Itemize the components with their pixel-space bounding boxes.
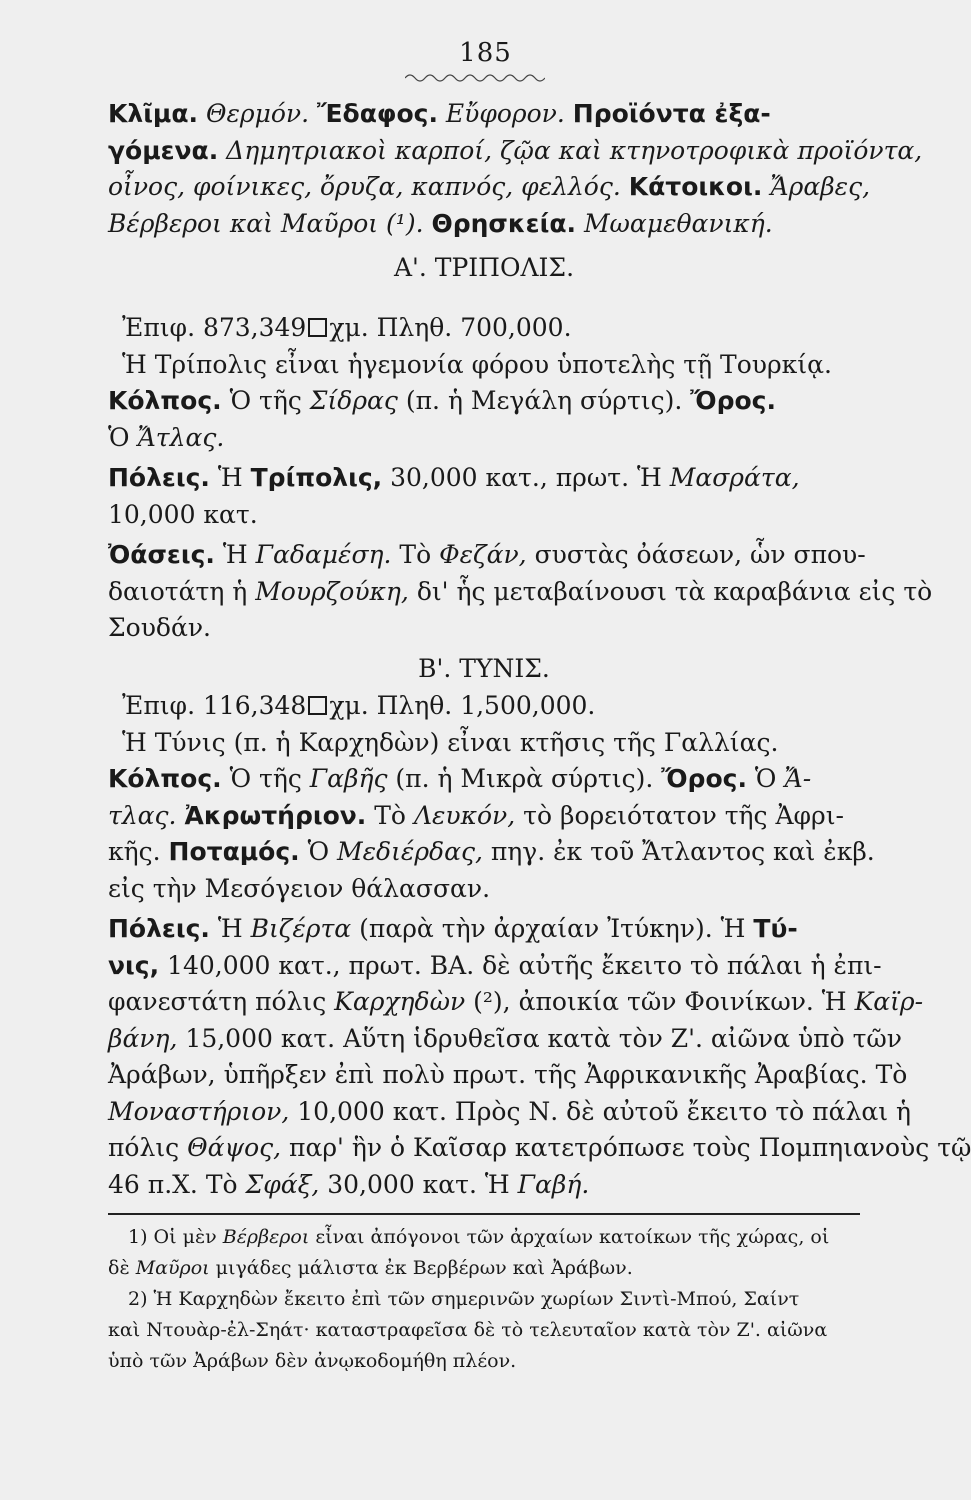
tripolis-status: Ἡ Τρίπολις εἶναι ἡγεμονία φόρου ὑποτελὴς τῇ Τουρκίᾳ. (122, 349, 832, 379)
place-name: Μεδιέρδας, (337, 837, 483, 866)
label-poleis: Πόλεις. (108, 914, 210, 943)
place-name: Γαβῆς (309, 764, 388, 793)
label-oaseis: Ὀάσεις. (108, 540, 215, 569)
text: δι' ἧς μεταβαίνουσι τὰ καραβάνια εἰς τὸ (416, 576, 933, 606)
place-name: Σφάξ, (245, 1169, 320, 1199)
place-name: Μουρζούκη, (255, 576, 409, 606)
place-name: Φεζάν, (439, 540, 527, 569)
place-name: Ἄτλας. (137, 422, 225, 452)
page-number: 185 (459, 38, 512, 68)
text: 140,000 κατ., πρωτ. ΒΑ. δὲ αὐτῆς ἔκειτο τὸ πάλαι ἡ ἐπι- (167, 950, 882, 980)
footnote-2: 2) Ἡ Καρχηδὼν ἔκειτο ἐπὶ τῶν σημερινῶν χωρίων Σιντὶ-Μπού, Σαίντ (128, 1288, 800, 1310)
value-edafos: Εὔφορον. (445, 99, 565, 128)
tripolis-area: Ἐπιφ. 873,349 (122, 313, 307, 342)
place-name: Καϊρ- (854, 987, 924, 1016)
label-kolpos: Κόλπος. (108, 764, 222, 793)
tripolis-section (108, 310, 933, 687)
text: (π. ἡ Μικρὰ σύρτις). (395, 764, 654, 793)
value-proionta-cont: οἶνος, φοίνικες, ὄρυζα, καπνός, φελλός. (108, 172, 621, 201)
text: 15,000 κατ. Αὕτη ἱδρυθεῖσα κατὰ τὸν Ζ'. αἰῶνα ὑπὸ τῶν (185, 1023, 902, 1053)
text: 46 π.Χ. Τὸ (108, 1169, 238, 1199)
value-katoikoi: Ἄραβες, (770, 172, 871, 201)
text: 10,000 κατ. Πρὸς Ν. δὲ αὐτοῦ ἔκειτο τὸ πάλαι ἡ (297, 1096, 911, 1126)
text: συστὰς ὀάσεων, ὧν σπου- (534, 540, 866, 569)
label-katoikoi: Κάτοικοι. (628, 172, 763, 201)
text: Ἀράβων, ὑπῆρξεν ἐπὶ πολὺ πρωτ. τῆς Ἀφρικανικῆς Ἀραβίας. Τὸ (108, 1060, 908, 1089)
square-symbol-icon (308, 696, 327, 715)
text: πηγ. ἐκ τοῦ Ἄτλαντος καὶ ἐκβ. (490, 837, 875, 866)
text: δαιοτάτη ἡ (108, 576, 248, 606)
place-name: Λευκόν, (413, 800, 516, 830)
place-name: Καρχηδὼν (334, 987, 466, 1016)
value-thriskeia: Μωαμεθανική. (583, 208, 773, 238)
section-heading-tripolis: Α'. ΤΡΙΠΟΛΙΣ. (393, 253, 575, 282)
place-name: Σίδρας (309, 386, 398, 415)
place-name: τλας. (108, 800, 177, 830)
text: 30,000 κατ. Ἡ (327, 1169, 510, 1199)
footnote-1: Μαῦροι (135, 1257, 210, 1279)
text: Ὁ (307, 837, 330, 866)
tripolis-population: χμ. Πληθ. 700,000. (329, 313, 572, 342)
text: πόλις (108, 1133, 180, 1162)
value-katoikoi-cont: Βέρβεροι καὶ Μαῦροι (¹). (108, 208, 424, 238)
footnote-1: 1) Οἱ μὲν (128, 1226, 217, 1248)
label-klima: Κλῖμα. (108, 99, 199, 128)
value-klima: Θερμόν. (205, 99, 310, 128)
section-heading-tunis: Β'. ΤΥΝΙΣ. (418, 653, 550, 683)
label-kolpos: Κόλπος. (108, 386, 222, 415)
footnote-2: ὑπὸ τῶν Ἀράβων δὲν ἀνῳκοδομήθη πλέον. (108, 1350, 517, 1372)
ornament-rule (405, 70, 545, 82)
footnote-1: δὲ (108, 1257, 130, 1279)
text: Ὁ τῆς (229, 386, 302, 415)
city-name: Τύ- (753, 914, 798, 943)
footnotes (108, 1222, 860, 1377)
label-oros: Ὄρος. (690, 386, 776, 415)
city-name: Τρίπολις, (250, 463, 383, 492)
footnote-2: καὶ Ντουὰρ-ἐλ-Σηάτ· καταστραφεῖσα δὲ τὸ τελευταῖον κατὰ τὸν Ζ'. αἰῶνα (108, 1319, 828, 1341)
intro-paragraph (108, 96, 923, 287)
label-oros: Ὄρος. (661, 764, 747, 793)
text: Τὸ (374, 800, 406, 830)
text: κατ., πρωτ. Ἡ (485, 463, 662, 492)
square-symbol-icon (308, 318, 327, 337)
footnote-divider (108, 1213, 860, 1215)
label-proionta: Προϊόντα ἐξα- (572, 99, 771, 128)
city-name: Μασράτα, (669, 463, 800, 492)
place-name: Ἄ- (784, 764, 812, 793)
label-thriskeia: Θρησκεία. (431, 208, 576, 238)
label-proionta-cont: γόμενα. (108, 135, 219, 165)
place-name: Γαδαμέση. (255, 540, 392, 569)
place-name: Βιζέρτα (250, 914, 352, 943)
text: 10,000 κατ. (108, 499, 258, 529)
text: φανεστάτη πόλις (108, 987, 327, 1016)
text: Τὸ (399, 540, 432, 569)
tunis-section (108, 688, 971, 1203)
place-name: βάνη, (108, 1023, 178, 1053)
label-poleis: Πόλεις. (108, 463, 210, 492)
tunis-area: Ἐπιφ. 116,348 (122, 691, 307, 720)
text: (π. ἡ Μεγάλη σύρτις). (405, 386, 683, 415)
text: παρ' ἣν ὁ Καῖσαρ κατετρόπωσε τοὺς Πομπηιανοὺς τῷ (289, 1133, 971, 1162)
tunis-population: χμ. Πληθ. 1,500,000. (329, 691, 596, 720)
text: Σουδάν. (108, 613, 212, 642)
label-potamos: Ποταμός. (168, 837, 300, 866)
city-name: νις, (108, 950, 160, 980)
text: εἰς τὴν Μεσόγειον θάλασσαν. (108, 873, 491, 903)
place-name: Γαβή. (517, 1169, 590, 1199)
footnote-1: Βέρβεροι (222, 1226, 310, 1248)
text: Ἡ (222, 540, 248, 569)
text: Ὁ τῆς (229, 764, 302, 793)
text: Ὁ (108, 422, 130, 452)
footnote-1: εἶναι ἀπόγονοι τῶν ἀρχαίων κατοίκων τῆς χώρας, οἱ (315, 1226, 830, 1248)
text: (²), ἀποικία τῶν Φοινίκων. Ἡ (473, 987, 847, 1016)
label-akrotirion: Ἀκρωτήριον. (184, 800, 367, 830)
tunis-status: Ἡ Τύνις (π. ἡ Καρχηδὼν) εἶναι κτῆσις τῆς Γαλλίας. (122, 727, 779, 757)
footnote-1: μιγάδες μάλιστα ἐκ Βερβέρων καὶ Ἀράβων. (215, 1257, 633, 1279)
text: (παρὰ τὴν ἀρχαίαν Ἰτύκην). Ἡ (359, 914, 746, 943)
place-name: Μοναστήριον, (108, 1096, 290, 1126)
text: Ὁ (754, 764, 777, 793)
text: κῆς. (108, 837, 161, 866)
text: τὸ βορειότατον τῆς Ἀφρι- (523, 800, 844, 830)
text: Ἡ (217, 463, 243, 492)
value-proionta: Δημητριακοὶ καρποί, ζῷα καὶ κτηνοτροφικὰ προϊόντα, (226, 135, 923, 165)
label-edafos: Ἔδαφος. (316, 99, 438, 128)
population: 30,000 (390, 463, 478, 492)
place-name: Θάψος, (187, 1133, 282, 1162)
text: Ἡ (217, 914, 243, 943)
